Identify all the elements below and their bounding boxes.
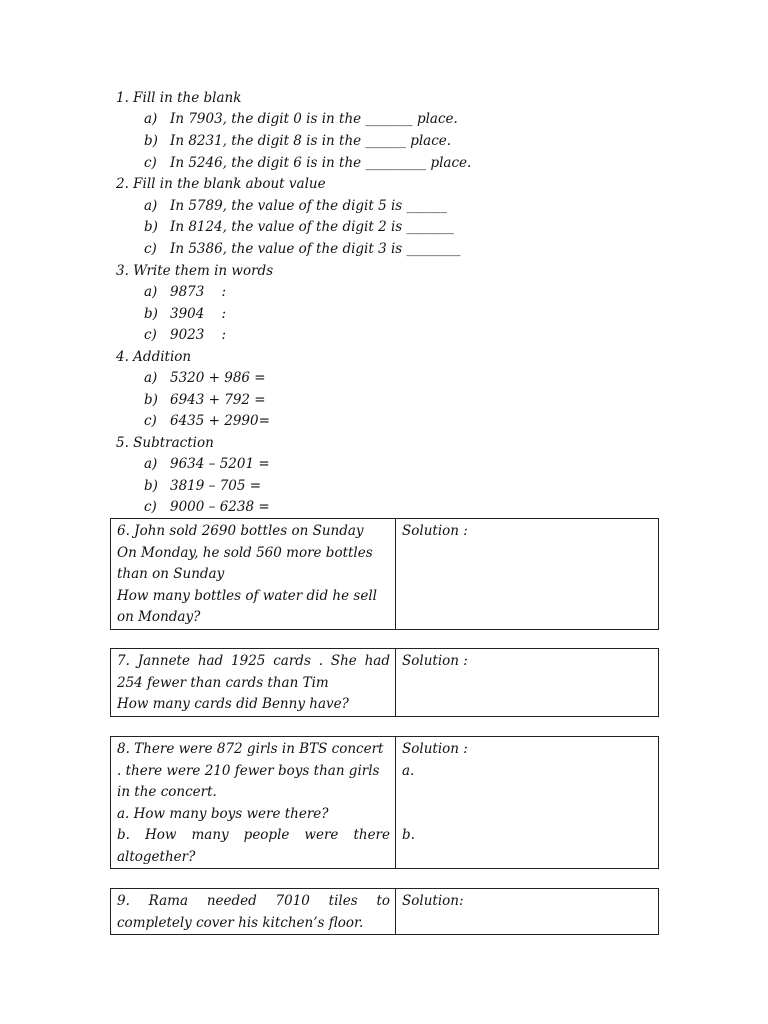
question-line: 254 fewer than cards than Tim [117, 674, 329, 691]
question-line: 8. There were 872 girls in BTS concert [117, 741, 384, 757]
item-label: c) [144, 413, 157, 429]
solution-part-b: b. [402, 827, 415, 843]
item-label: a) [144, 370, 158, 386]
problem-question [111, 649, 396, 717]
solution-label: Solution : [402, 741, 468, 757]
item-label: a) [144, 284, 158, 300]
solution-label: Solution : [402, 653, 468, 669]
question-line: b. How many people were there [117, 827, 390, 843]
question-line: completely cover his kitchen’s floor. [117, 914, 364, 931]
solution-label: Solution : [402, 523, 468, 539]
problem-6-box [110, 518, 659, 630]
problem-solution [396, 737, 659, 869]
item-text: 5320 + 986 = [170, 370, 266, 386]
item-text: 3904 : [170, 306, 227, 322]
item-text: In 8124, the value of the digit 2 is _______ [170, 219, 454, 235]
item-label: b) [144, 306, 158, 322]
question-line: On Monday, he sold 560 more bottles [117, 544, 373, 561]
question-line: in the concert. [117, 784, 217, 800]
section-1-title: 1. Fill in the blank [116, 90, 242, 106]
item-label: c) [144, 155, 157, 171]
item-text: 9873 : [170, 284, 227, 300]
item-text: 6943 + 792 = [170, 392, 266, 408]
solution-blank [402, 804, 652, 826]
problem-9-box [110, 888, 659, 935]
item-text: 9023 : [170, 327, 227, 343]
question-line: 7. Jannete had 1925 cards . She had [117, 653, 390, 669]
question-line: How many cards did Benny have? [117, 696, 349, 712]
item-text: In 7903, the digit 0 is in the _______ place. [170, 111, 458, 127]
problem-question [111, 519, 396, 630]
solution-label: Solution: [402, 893, 464, 909]
section-4-title: 4. Addition [116, 349, 192, 365]
question-line: 9. Rama needed 7010 tiles to [117, 893, 390, 909]
item-label: b) [144, 133, 158, 149]
item-text: 6435 + 2990= [170, 413, 270, 429]
section-2-title: 2. Fill in the blank about value [116, 176, 326, 192]
item-label: c) [144, 499, 157, 515]
solution-blank [402, 782, 652, 804]
item-text: 9634 – 5201 = [170, 456, 270, 472]
question-line: a. How many boys were there? [117, 805, 329, 822]
item-label: a) [144, 198, 158, 214]
item-label: c) [144, 241, 157, 257]
problem-question [111, 889, 396, 935]
problem-solution [396, 889, 659, 935]
section-3-title: 3. Write them in words [116, 263, 274, 279]
item-text: In 5386, the value of the digit 3 is ________ [170, 241, 461, 257]
item-label: a) [144, 456, 158, 472]
item-text: In 8231, the digit 8 is in the ______ place. [170, 133, 452, 149]
problem-7-box [110, 648, 659, 717]
question-line: How many bottles of water did he sell [117, 587, 377, 604]
item-text: 9000 – 6238 = [170, 499, 270, 515]
item-text: In 5789, the value of the digit 5 is ______ [170, 198, 447, 214]
item-label: b) [144, 478, 158, 494]
question-line: 6. John sold 2690 bottles on Sunday [117, 523, 364, 539]
item-label: b) [144, 219, 158, 235]
item-label: b) [144, 392, 158, 408]
solution-part-a: a. [402, 762, 415, 779]
section-5-title: 5. Subtraction [116, 435, 214, 451]
item-text: 3819 – 705 = [170, 478, 262, 494]
problem-solution [396, 519, 659, 630]
problem-question [111, 737, 396, 869]
item-text: In 5246, the digit 6 is in the _________ place. [170, 155, 472, 171]
item-label: a) [144, 111, 158, 127]
item-label: c) [144, 327, 157, 343]
question-line: . there were 210 fewer boys than girls [117, 762, 380, 779]
question-line: on Monday? [117, 609, 201, 625]
question-line: than on Sunday [117, 566, 225, 582]
problem-8-box [110, 736, 659, 869]
question-line: altogether? [117, 848, 196, 865]
problem-solution [396, 649, 659, 717]
